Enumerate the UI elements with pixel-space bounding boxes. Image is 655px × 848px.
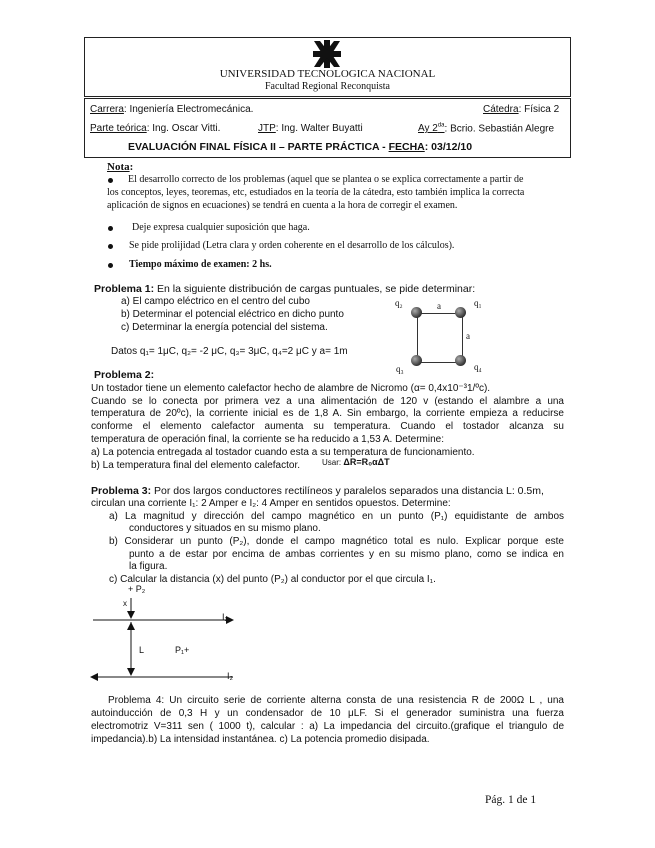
problem-3-line: c) Calcular la distancia (x) del punto (P₂) al conductor por el que circula I₁. [109, 574, 436, 585]
problem-4-line: Problema 4: Un circuito serie de corriente alterna consta de una resistencia R de 200Ω L , una [108, 695, 564, 706]
problem-2-line: temperatura de 20ºc), la corriente inicial es de 1,8 A. Sin embargo, la corriente empieza a reducirse [91, 408, 564, 419]
university-name: UNIVERSIDAD TECNOLOGICA NACIONAL [219, 68, 436, 80]
label-x: x [123, 599, 127, 608]
problem-3-line: conductores y situados en su mismo plano. [129, 523, 321, 534]
nota-bullet: Tiempo máximo de examen: 2 hs. [129, 259, 272, 270]
parte-teorica-line: Parte teórica: Ing. Oscar Vitti. [90, 123, 221, 134]
utn-logo-icon [311, 40, 343, 68]
problem-3-line: la figura. [129, 561, 168, 572]
problem-2-line: temperatura de operación final, la corriente se ha reducido a 1,53 A. Determine: [91, 434, 444, 445]
problem-1-item: a) El campo eléctrico en el centro del cubo [121, 296, 310, 307]
problem-2-line: b) La temperatura final del elemento calefactor. [91, 460, 301, 471]
label-i2: I₂ [227, 671, 233, 681]
problem-3-intro: Problema 3: Por dos largos conductores rectilíneos y paralelos separados una distancia L: 0.5m, [91, 485, 544, 497]
problem-2-line: conforme el elemento calefactor aumenta su temperatura. Cuando el tostador alcanza su [91, 421, 564, 432]
jtp-line: JTP: Ing. Walter Buyatti [258, 123, 363, 134]
problem-1-item: c) Determinar la energía potencial del sistema. [121, 322, 328, 333]
nota-bullet: Se pide prolijidad (Letra clara y orden coherente en el desarrollo de los cálculos). [129, 240, 455, 251]
problem-4-line: autoinducción de 0,3 H y un condensador de 10 μLF. Si el generador suministra una fuerza [91, 708, 564, 719]
page-number: Pág. 1 de 1 [485, 794, 537, 806]
evaluation-title: EVALUACIÓN FINAL FÍSICA II – PARTE PRÁCTICA - FECHA: 03/12/10 [128, 141, 473, 153]
problem-2-title: Problema 2: [94, 369, 155, 381]
charge-q2-node [411, 307, 422, 318]
label-q1: q₁ [474, 298, 482, 308]
label-q2: q₂ [395, 298, 403, 308]
problem-3-line: circulan una corriente I₁: 2 Amper e I₂: 4 Amper en sentidos opuestos. Determine: [91, 498, 451, 509]
ay-line: Ay $2^{da}$: Bcrio. Sebastián Alegre [418, 123, 555, 135]
bullet-dot [108, 226, 113, 231]
bullet-dot [108, 244, 113, 249]
problem-3-line: punto a de estar por encima de ambas corrientes y en su mismo plano, como se indica en [129, 549, 564, 560]
catedra-line: Cátedra: Física 2 [483, 104, 560, 115]
problem-2-hint: Usar: ΔR=R₀αΔT [322, 457, 390, 467]
nota-text-line: aplicación de signos en ecuaciones) se tendrá en cuenta a la hora de corregir el examen. [107, 200, 458, 211]
nota-bullet: Deje expresa cualquier suposición que haga. [132, 222, 310, 233]
carrera-line: Carrera: Ingeniería Electromecánica. [90, 104, 254, 115]
nota-title: Nota: [107, 161, 134, 173]
label-side-a: a [437, 301, 441, 311]
label-p2: + P₂ [128, 584, 146, 594]
label-i1: I₁ [222, 612, 228, 622]
problem-3-line: a) La magnitud y dirección del campo magnético en un punto (P₁) equidistante de ambos [109, 511, 564, 522]
bullet-dot [108, 178, 113, 183]
charge-q1-node [455, 307, 466, 318]
problem-3-line: b) Considerar un punto (P₂), donde el campo magnético total es nulo. Explicar porque este [109, 536, 564, 547]
problem-1-item: b) Determinar el potencial eléctrico en dicho punto [121, 309, 344, 320]
problem-4-line: electromotriz V=311 sen ( 1000 t), calcular : a) La impedancia del circuito.(grafique el triangulo de [91, 721, 564, 732]
problem-1-data: Datos q₁= 1μC, q₂= -2 μC, q₃= 3μC, q₄=2 μC y a= 1m [111, 346, 348, 357]
problem-2-line: Un tostador tiene un elemento calefactor hecho de alambre de Nicromo (α= 0,4x10⁻³1/ºc). [91, 383, 491, 394]
problem-2-line: a) La potencia entregada al tostador cuando esta a su temperatura de funcionamiento. [91, 447, 475, 458]
bullet-dot [108, 263, 113, 268]
label-side-a: a [466, 331, 470, 341]
nota-text-line: los conceptos, leyes, teoremas, etc, estudiados en la teoría de la cátedra, esto también implica la correcta [107, 187, 525, 198]
problem-4-line: impedancia).b) La intensidad instantánea. c) La potencia promedio disipada. [91, 734, 430, 745]
conductors-diagram [85, 595, 245, 685]
charge-q4-node [455, 355, 466, 366]
faculty-name: Facultad Regional Reconquista [265, 81, 390, 92]
problem-2-line: Cuando se lo conecta por primera vez a una alimentación de 120 v (estando el alambre a una [91, 396, 564, 407]
label-l: L [139, 645, 145, 655]
charge-q3-node [411, 355, 422, 366]
label-p1: P₁+ [175, 645, 190, 655]
problem-1-intro: Problema 1: En la siguiente distribución de cargas puntuales, se pide determinar: [94, 283, 476, 295]
label-q3: q₃ [396, 364, 404, 374]
label-q4: q₄ [474, 362, 482, 372]
nota-text-line: El desarrollo correcto de los problemas (aquel que se plantea o se explica correctamente a partir de [128, 174, 524, 185]
